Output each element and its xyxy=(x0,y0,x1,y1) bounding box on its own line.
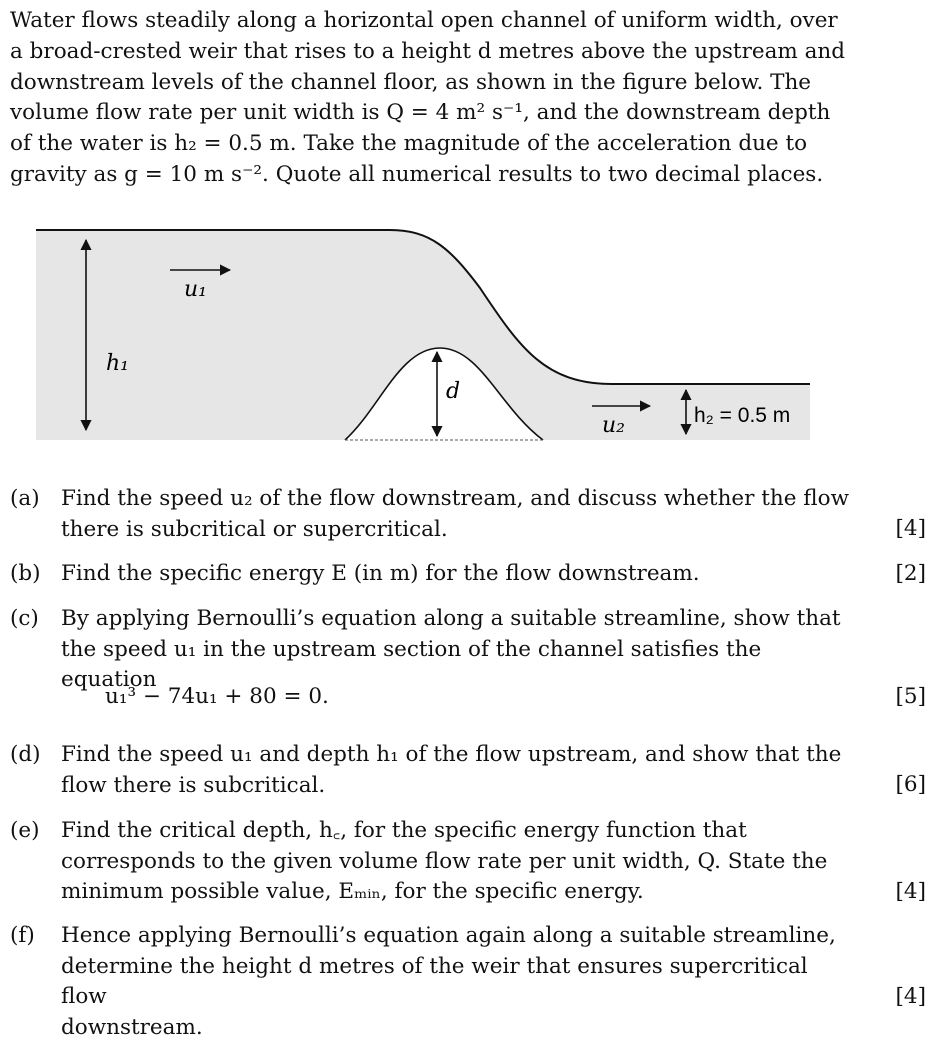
part-e-marks: [4] xyxy=(896,877,926,908)
part-a-marks: [4] xyxy=(896,514,926,545)
part-c-label: (c) xyxy=(10,604,39,635)
part-a-line-2: there is subcritical or supercritical. xyxy=(61,515,851,546)
intro-line-4: volume flow rate per unit width is Q = 4 m² s⁻¹, and the downstream depth xyxy=(10,98,930,129)
problem-intro xyxy=(10,6,930,191)
part-b-line-1: Find the specific energy E (in m) for the flow downstream. xyxy=(61,559,851,590)
part-c-line-1: By applying Bernoulli’s equation along a suitable streamline, show that xyxy=(61,604,851,635)
part-f-line-2: determine the height d metres of the weir that ensures supercritical flow xyxy=(61,952,851,1013)
intro-line-2: a broad-crested weir that rises to a height d metres above the upstream and xyxy=(10,37,930,68)
part-e-line-2: corresponds to the given volume flow rate per unit width, Q. State the xyxy=(61,847,851,878)
intro-line-3: downstream levels of the channel floor, as shown in the figure below. The xyxy=(10,68,930,99)
weir-figure xyxy=(0,208,942,448)
part-d-line-2: flow there is subcritical. xyxy=(61,771,851,802)
part-d-label: (d) xyxy=(10,740,41,771)
d-label: d xyxy=(446,379,460,404)
part-e-line-1: Find the critical depth, h꜀, for the specific energy function that xyxy=(61,816,851,847)
part-f-line-3: downstream. xyxy=(61,1013,851,1043)
u2-label: u₂ xyxy=(602,413,625,438)
u1-label: u₁ xyxy=(184,277,207,302)
intro-line-5: of the water is h₂ = 0.5 m. Take the magnitude of the acceleration due to xyxy=(10,129,930,160)
part-d-marks: [6] xyxy=(896,770,926,801)
part-e-label: (e) xyxy=(10,816,40,847)
part-f-label: (f) xyxy=(10,921,35,952)
h1-label: h₁ xyxy=(106,351,129,376)
part-c-equation: u₁³ − 74u₁ + 80 = 0. xyxy=(105,682,329,713)
part-a-label: (a) xyxy=(10,484,40,515)
part-c-line-2: the speed u₁ in the upstream section of the channel satisfies the equation xyxy=(61,635,851,696)
part-f-marks: [4] xyxy=(896,982,926,1013)
part-f-line-1: Hence applying Bernoulli’s equation again along a suitable streamline, xyxy=(61,921,851,952)
part-d-line-1: Find the speed u₁ and depth h₁ of the flow upstream, and show that the xyxy=(61,740,851,771)
h2-label: h₂ = 0.5 m xyxy=(694,404,790,427)
part-b-label: (b) xyxy=(10,559,41,590)
part-c-marks: [5] xyxy=(896,682,926,713)
intro-line-6: gravity as g = 10 m s⁻². Quote all numerical results to two decimal places. xyxy=(10,160,930,191)
intro-line-1: Water flows steadily along a horizontal open channel of uniform width, over xyxy=(10,6,930,37)
part-e-line-3: minimum possible value, Eₘᵢₙ, for the specific energy. xyxy=(61,877,851,908)
part-a-line-1: Find the speed u₂ of the flow downstream, and discuss whether the flow xyxy=(61,484,851,515)
part-b-marks: [2] xyxy=(896,559,926,590)
